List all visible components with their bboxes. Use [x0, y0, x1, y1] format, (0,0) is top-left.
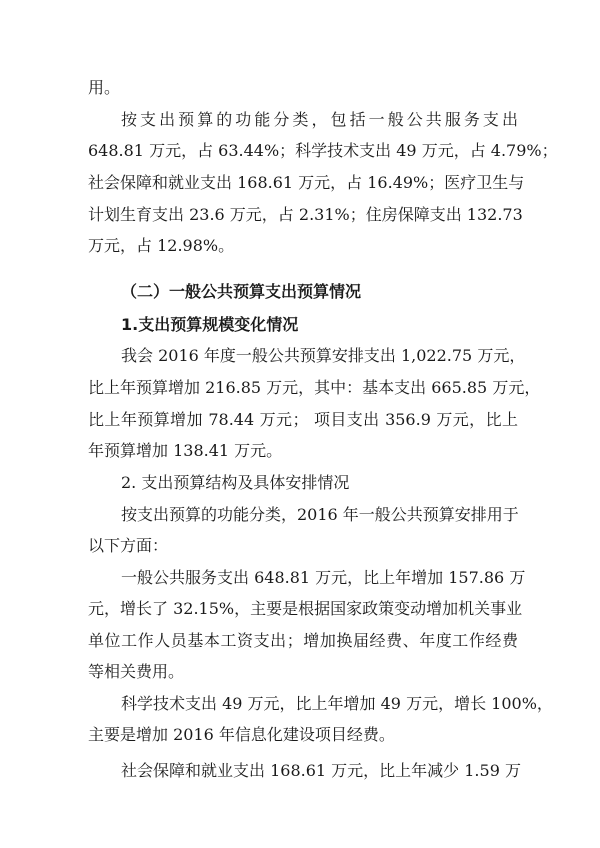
text-line: 计划生育支出 23.6 万元，占 2.31%；住房保障支出 132.73	[88, 205, 523, 224]
text-line: 用。	[88, 78, 121, 97]
text-line: 以下方面：	[88, 536, 169, 555]
text-line: 比上年预算增加 216.85 万元，其中：基本支出 665.85 万元，	[88, 378, 541, 397]
text-line: 年预算增加 138.41 万元。	[88, 441, 283, 460]
text-line: 648.81 万元，占 63.44%；科学技术支出 49 万元，占 4.79%；	[88, 141, 558, 160]
text-line: 元，增长了 32.15%，主要是根据国家政策变动增加机关事业	[88, 599, 523, 618]
text-line: 一般公共服务支出 648.81 万元，比上年增加 157.86 万	[121, 568, 526, 587]
text-line: 按支出预算的功能分类，包括一般公共服务支出	[121, 110, 518, 129]
text-line: 按支出预算的功能分类，2016 年一般公共预算安排用于	[121, 505, 519, 524]
text-line: 我会 2016 年度一般公共预算安排支出 1,022.75 万元，	[121, 346, 526, 365]
text-line: 等相关费用。	[88, 662, 185, 681]
text-line: 社会保障和就业支出 168.61 万元，比上年减少 1.59 万	[121, 761, 521, 780]
section-heading: （二）一般公共预算支出预算情况	[121, 282, 362, 301]
text-line: 单位工作人员基本工资支出；增加换届经费、年度工作经费	[88, 631, 518, 650]
text-line: 社会保障和就业支出 168.61 万元，占 16.49%；医疗卫生与	[88, 173, 525, 192]
subsection-heading: 2. 支出预算结构及具体安排情况	[121, 473, 350, 492]
subsection-heading: 1.支出预算规模变化情况	[121, 315, 299, 334]
text-line: 科学技术支出 49 万元，比上年增加 49 万元，增长 100%，	[121, 694, 553, 713]
text-line: 主要是增加 2016 年信息化建设项目经费。	[88, 725, 395, 744]
text-line: 万元，占 12.98%。	[88, 236, 235, 255]
text-line: 比上年预算增加 78.44 万元； 项目支出 356.9 万元，比上	[88, 410, 518, 429]
